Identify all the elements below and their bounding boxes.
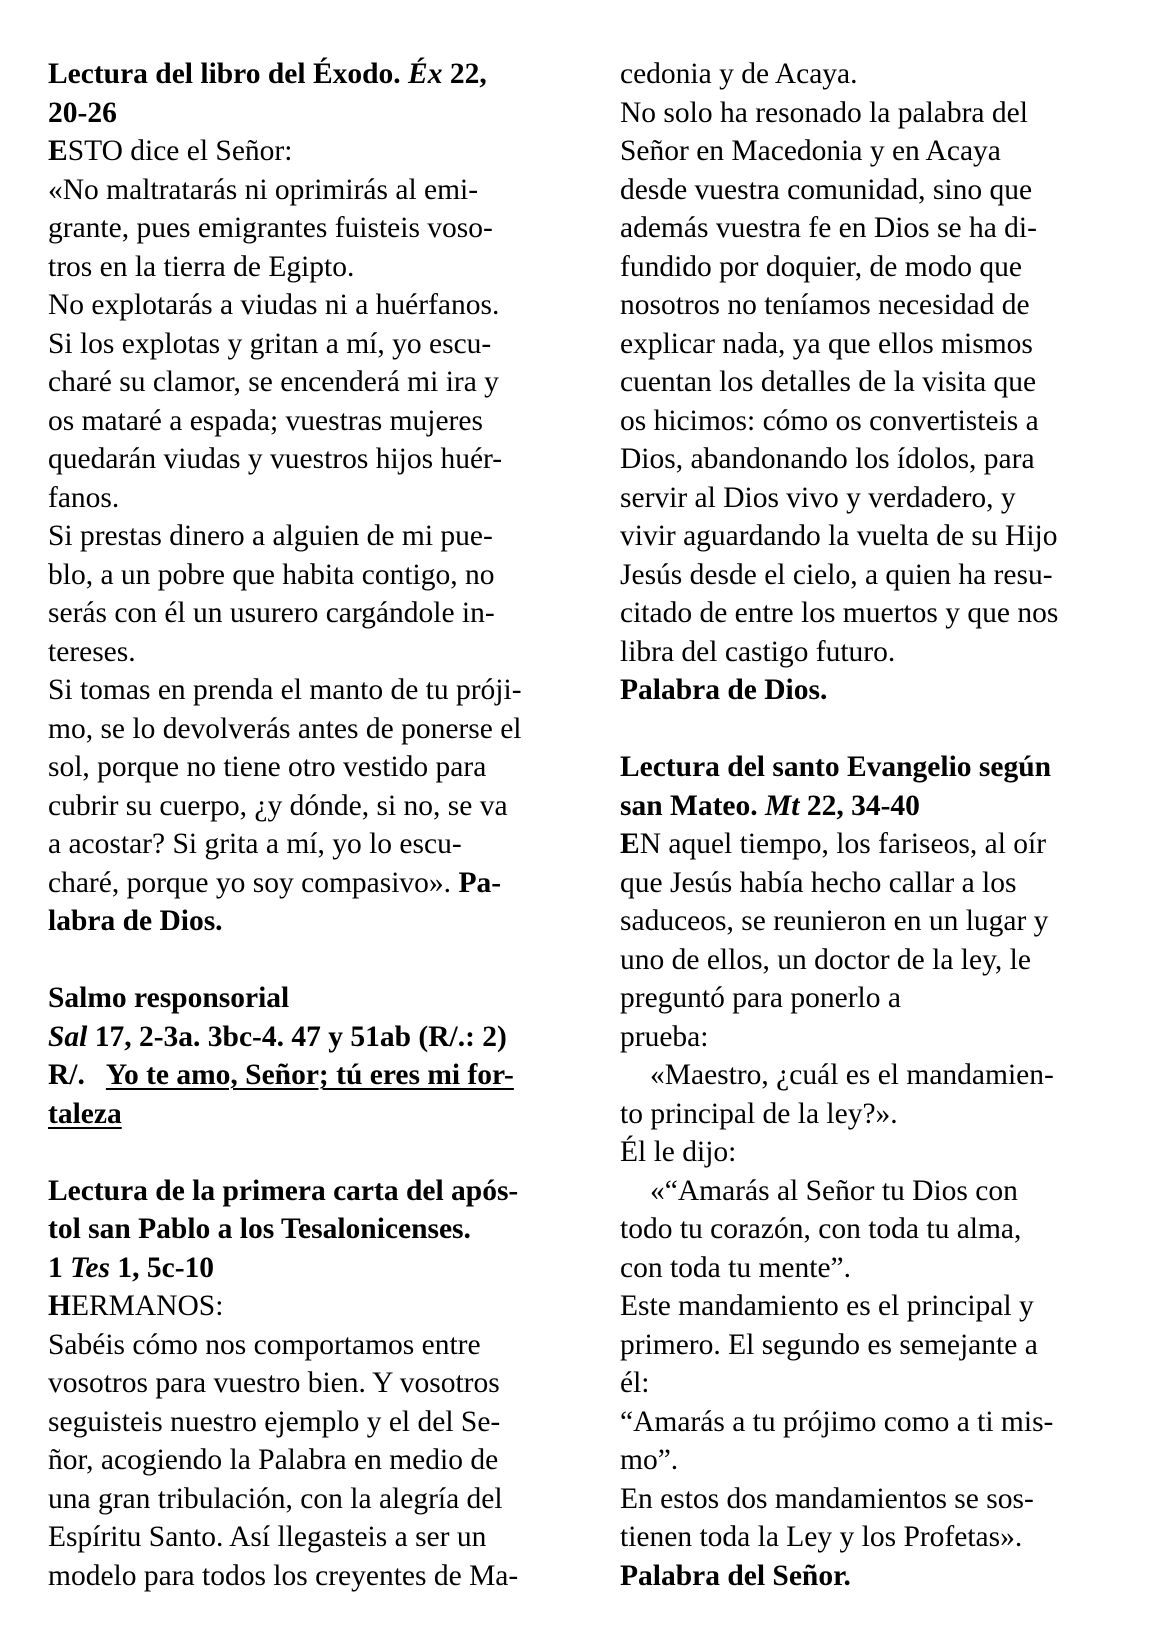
text-line: además vuestra fe en Dios se ha di- [620, 212, 1037, 244]
text-line: Él le dijo: [620, 1136, 737, 1168]
text-line: Si prestas dinero a alguien de mi pue- [48, 520, 493, 552]
text-line: «Maestro, ¿cuál es el mandamien- [650, 1059, 1054, 1091]
text-line: «“Amarás al Señor tu Dios con [650, 1174, 1018, 1207]
text-line: os hicimos: cómo os convertisteis a [620, 404, 1039, 437]
text-line: Sabéis cómo nos comportamos entre [48, 1328, 481, 1361]
text-line: explicar nada, ya que ellos mismos [620, 327, 1033, 360]
text-line: Jesús desde el cielo, a quien ha resu- [620, 558, 1053, 591]
salmo-response-cont: taleza [48, 1097, 122, 1130]
text-line: tereses. [48, 635, 136, 668]
text-line: grante, pues emigrantes fuisteis voso- [48, 212, 493, 244]
text-line: modelo para todos los creyentes de Ma- [48, 1559, 519, 1592]
text-line: Espíritu Santo. Así llegasteis a ser un [48, 1521, 487, 1553]
text-line: cubrir su cuerpo, ¿y dónde, si no, se va [48, 789, 508, 822]
text-line: fundido por doquier, de modo que [620, 250, 1022, 283]
salmo-response: R/. Yo te amo, Señor; tú eres mi for- [48, 1059, 514, 1091]
text-line: uno de ellos, un doctor de la ley, le [620, 943, 1031, 976]
text-line: Dios, abandonando los ídolos, para [620, 443, 1035, 475]
tes-title-1: Lectura de la primera carta del após- [48, 1174, 519, 1207]
spacer [48, 941, 588, 980]
tes-body [48, 1326, 588, 1596]
text-line: quedarán viudas y vuestros hijos huér- [48, 443, 503, 475]
text-line: En estos dos mandamientos se sos- [620, 1482, 1034, 1515]
exodo-title: Lectura del libro del Éxodo. Éx 22, [48, 58, 487, 90]
text-line: servir al Dios vivo y verdadero, y [620, 481, 1016, 514]
spacer [48, 1133, 588, 1172]
evangelio-closing: Palabra del Señor. [620, 1559, 851, 1592]
text-line: libra del castigo futuro. [620, 635, 896, 668]
text-line: ñor, acogiendo la Palabra en medio de [48, 1444, 499, 1476]
evangelio-body [620, 864, 1120, 1557]
text-line: con toda tu mente”. [620, 1251, 852, 1284]
exodo-last-line: charé, porque yo soy compasivo». Pa- [48, 866, 502, 899]
exodo-lead: ESTO dice el Señor: [48, 135, 293, 167]
text-line: vosotros para vuestro bien. Y vosotros [48, 1367, 500, 1399]
text-line: fanos. [48, 481, 120, 514]
text-line: serás con él un usurero cargándole in- [48, 597, 495, 629]
left-column [48, 55, 588, 1595]
text-line: mo, se lo devolverás antes de ponerse el [48, 712, 522, 745]
text-line: os mataré a espada; vuestras mujeres [48, 404, 483, 437]
tes-lead: HERMANOS: [48, 1290, 224, 1322]
text-line: «No maltratarás ni oprimirás al emi- [48, 173, 479, 206]
tes-closing: Palabra de Dios. [620, 674, 828, 706]
evangelio-title-1: Lectura del santo Evangelio según [620, 751, 1052, 783]
right-column [620, 55, 1120, 1595]
text-line: tros en la tierra de Egipto. [48, 250, 355, 283]
text-line: Señor en Macedonia y en Acaya [620, 135, 1001, 167]
text-line: to principal de la ley?». [620, 1097, 898, 1130]
text-line: No explotarás a viudas ni a huérfanos. [48, 289, 500, 321]
text-line: que Jesús había hecho callar a los [620, 866, 1017, 899]
text-line: cuentan los detalles de la visita que [620, 366, 1037, 398]
text-line: a acostar? Si grita a mí, yo lo escu- [48, 828, 462, 860]
spacer [620, 710, 1120, 749]
text-line: sol, porque no tiene otro vestido para [48, 751, 487, 783]
text-line: primero. El segundo es semejante a [620, 1328, 1038, 1361]
tes-body-cont [620, 55, 1120, 671]
text-line: todo tu corazón, con toda tu alma, [620, 1213, 1022, 1245]
text-line: charé su clamor, se encenderá mi ira y [48, 366, 499, 398]
text-line: “Amarás a tu prójimo como a ti mis- [620, 1405, 1054, 1438]
text-line: No solo ha resonado la palabra del [620, 96, 1028, 129]
text-line: vivir aguardando la vuelta de su Hijo [620, 520, 1058, 552]
text-line: nosotros no teníamos necesidad de [620, 289, 1030, 321]
exodo-ref-abbr: Éx [408, 58, 443, 90]
text-line: prueba: [620, 1020, 709, 1053]
text-line: saduceos, se reunieron en un lugar y [620, 905, 1049, 937]
text-line: cedonia y de Acaya. [620, 58, 858, 90]
text-line: Si tomas en prenda el manto de tu próji- [48, 674, 522, 706]
text-line: Este mandamiento es el principal y [620, 1290, 1034, 1322]
salmo-ref: Sal 17, 2-3a. 3bc-4. 47 y 51ab (R/.: 2) [48, 1020, 507, 1053]
tes-ref: 1 Tes 1, 5c-10 [48, 1251, 215, 1284]
evangelio-lead: EN aquel tiempo, los fariseos, al oír [620, 828, 1047, 860]
salmo-title: Salmo responsorial [48, 982, 290, 1014]
exodo-closing: labra de Dios. [48, 905, 223, 937]
text-line: seguisteis nuestro ejemplo y el del Se- [48, 1405, 501, 1438]
tes-title-2: tol san Pablo a los Tesalonicenses. [48, 1213, 471, 1245]
text-line: mo”. [620, 1444, 679, 1476]
text-line: una gran tribulación, con la alegría del [48, 1482, 503, 1515]
text-line: preguntó para ponerlo a [620, 982, 901, 1014]
text-line: desde vuestra comunidad, sino que [620, 173, 1033, 206]
text-line: él: [620, 1367, 650, 1399]
text-line: blo, a un pobre que habita contigo, no [48, 558, 495, 591]
evangelio-title-2: san Mateo. Mt 22, 34-40 [620, 789, 920, 822]
exodo-body [48, 171, 588, 864]
text-line: tienen toda la Ley y los Profetas». [620, 1521, 1023, 1553]
exodo-ref-cont: 20-26 [48, 96, 117, 129]
text-line: Si los explotas y gritan a mí, yo escu- [48, 327, 492, 360]
text-line: citado de entre los muertos y que nos [620, 597, 1059, 629]
